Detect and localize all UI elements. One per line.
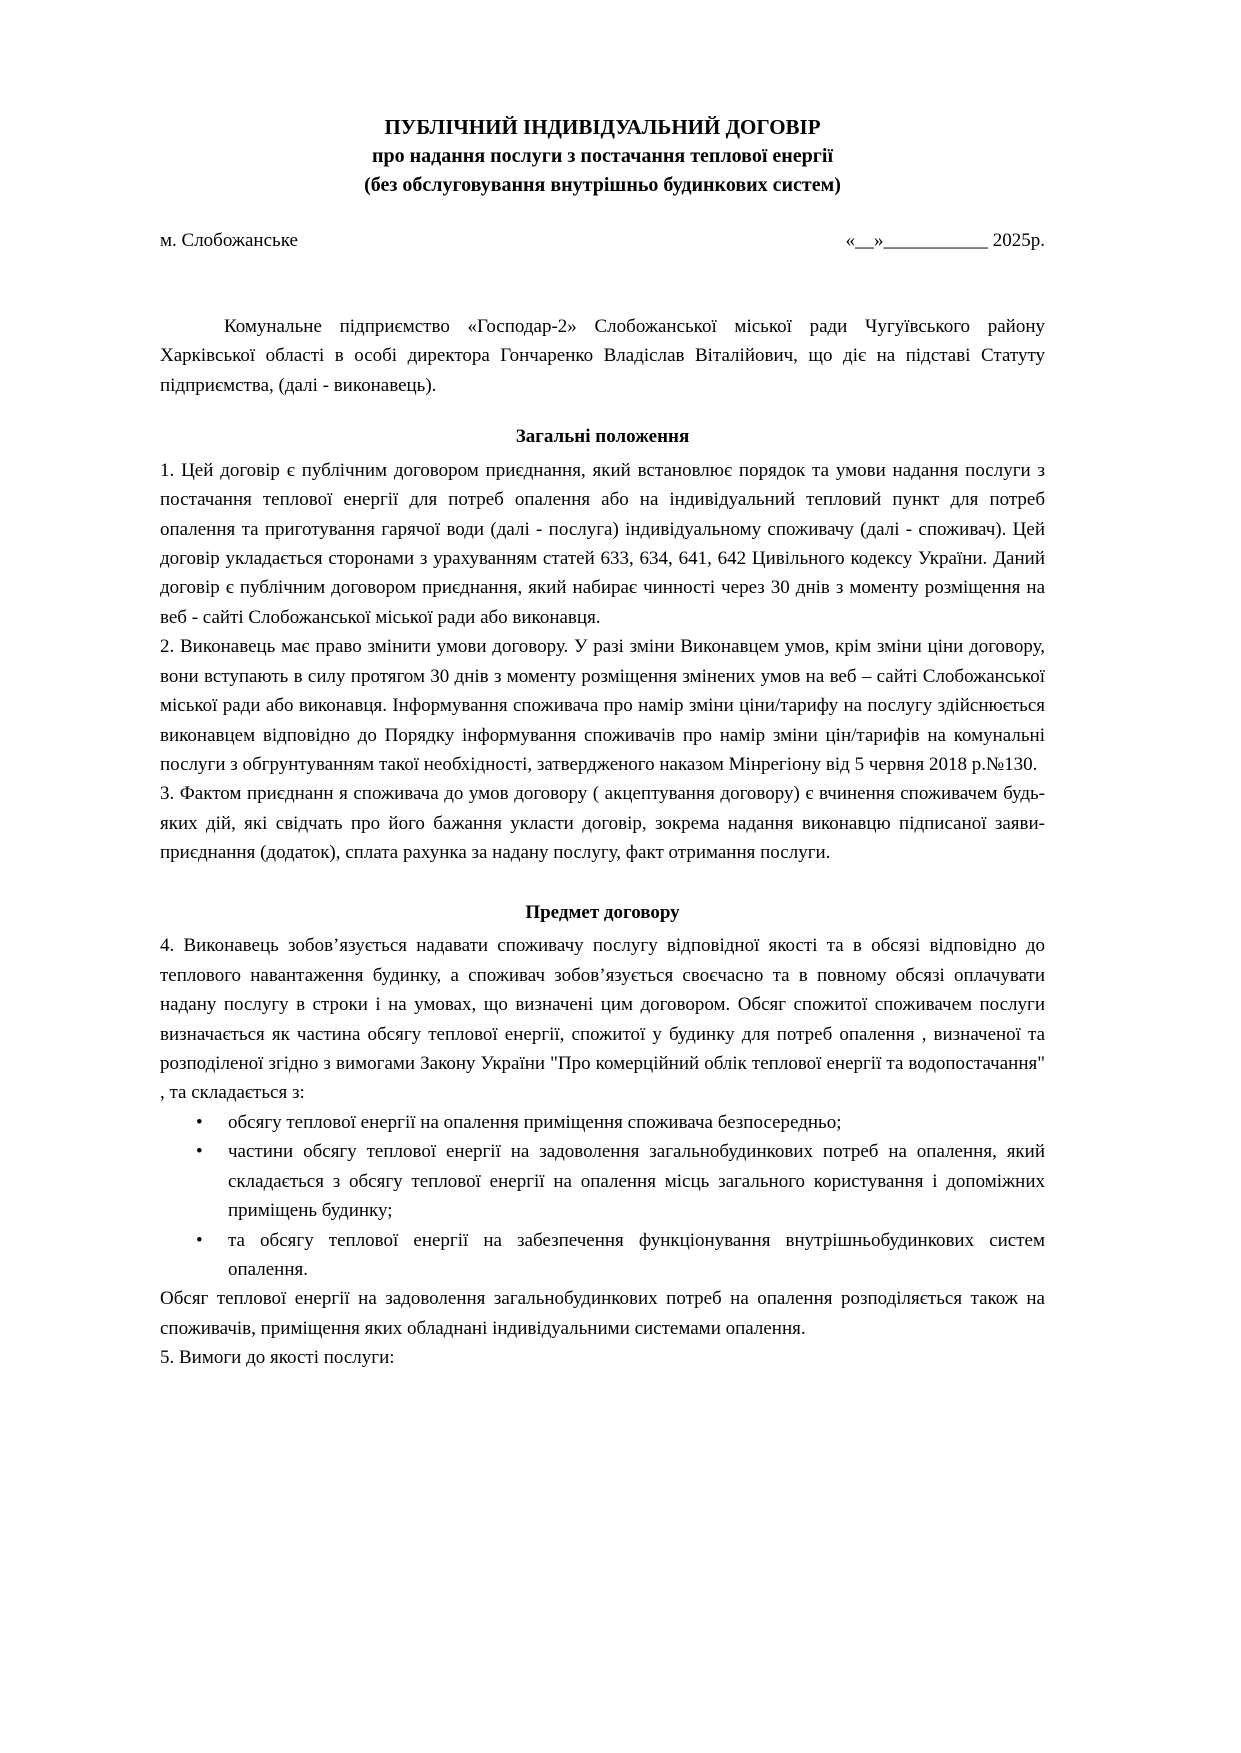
document-title-block [160, 112, 1045, 200]
bullet-icon: • [196, 1229, 203, 1251]
list-item-text: обсягу теплової енергії на опалення приміщення споживача безпосередньо; [228, 1111, 842, 1133]
document-subtitle: про надання послуги з постачання теплової енергії [372, 145, 833, 168]
list-item [160, 1108, 1045, 1137]
bullet-icon: • [196, 1141, 203, 1163]
list-item [160, 1137, 1045, 1225]
intro-paragraph: Комунальне підприємство «Господар-2» Слобожанської міської ради Чугуївського району Харківської області в особі директора Гончаренко Владіслав Віталійович, що діє на підставі Статуту підприємства, (далі - виконавець). [160, 315, 1045, 396]
document-content [160, 112, 1045, 1373]
list-item-text: частини обсягу теплової енергії на задоволення загальнобудинкових потреб на опалення, який складається з обсягу теплової енергії на опалення місць загального користування і допоміжних приміщень будинку; [228, 1141, 1045, 1222]
clause-5: 5. Вимоги до якості послуги: [160, 1347, 395, 1369]
bullet-icon: • [196, 1111, 203, 1133]
dateline [160, 226, 1045, 255]
document-subtitle-note: (без обслуговування внутрішньо будинкових систем) [364, 174, 841, 197]
list-item [160, 1226, 1045, 1285]
list-item-text: та обсягу теплової енергії на забезпечення функціонування внутрішньобудинкових систем опалення. [228, 1229, 1045, 1280]
clause-3: 3. Фактом приєднанн я споживача до умов договору ( акцептування договору) є вчинення споживачем будь-яких дій, які свідчать про його бажання укласти договір, зокрема надання виконавцю підписаної заяви-приєднання (додаток), сплата рахунка за надану послугу, факт отримання послуги. [160, 783, 1045, 864]
clause-4: 4. Виконавець зобов’язується надавати споживачу послугу відповідної якості та в обсязі відповідно до теплового навантаження будинку, а споживач зобов’язується своєчасно та в повному обсязі оплачувати надану послугу в строки і на умовах, що визначені цим договором. Обсяг спожитої споживачем послуги визначається як частина обсягу теплової енергії, спожитої у будинку для потреб опалення , визначеної та розподіленої згідно з вимогами Закону України "Про комерційний облік теплової енергії та водопостачання" , та складається з: [160, 935, 1045, 1104]
document-title: ПУБЛІЧНИЙ ІНДИВІДУАЛЬНИЙ ДОГОВІР [384, 115, 821, 139]
clause-4-tail: Обсяг теплової енергії на задоволення загальнобудинкових потреб на опалення розподіляється також на споживачів, приміщення яких обладнані індивідуальними системами опалення. [160, 1288, 1045, 1339]
section-heading-general: Загальні положення [515, 426, 690, 448]
clause-1: 1. Цей договір є публічним договором приєднання, який встановлює порядок та умови надання послуги з постачання теплової енергії для потреб опалення або на індивідуальний тепловий пункт для потреб опалення та приготування гарячої води (далі - послуга) індивідуальному споживачу (далі - споживач). Цей договір укладається сторонами з урахуванням статей 633, 634, 641, 642 Цивільного кодексу України. Даний договір є публічним договором приєднання, який набирає чинності через 30 днів з моменту розміщення на веб - сайті Слобожанської міської ради або виконавця. [160, 459, 1045, 628]
energy-components-list [160, 1108, 1045, 1285]
section-heading-subject: Предмет договору [525, 901, 680, 923]
place-label: м. Слобожанське [160, 230, 298, 252]
date-placeholder: «__»___________ 2025р. [845, 230, 1045, 252]
clause-2: 2. Виконавець має право змінити умови договору. У разі зміни Виконавцем умов, крім зміни ціни договору, вони вступають в силу протягом 30 днів з моменту розміщення змінених умов на веб – сайті Слобожанської міської ради або виконавця. Інформування споживача про намір зміни ціни/тарифу на послугу здійснюється виконавцем відповідно до Порядку інформування споживачів про намір зміни цін/тарифів на комунальні послуги з обгрунтуванням такої необхідності, затвердженого наказом Мінрегіону від 5 червня 2018 р.№130. [160, 636, 1045, 775]
